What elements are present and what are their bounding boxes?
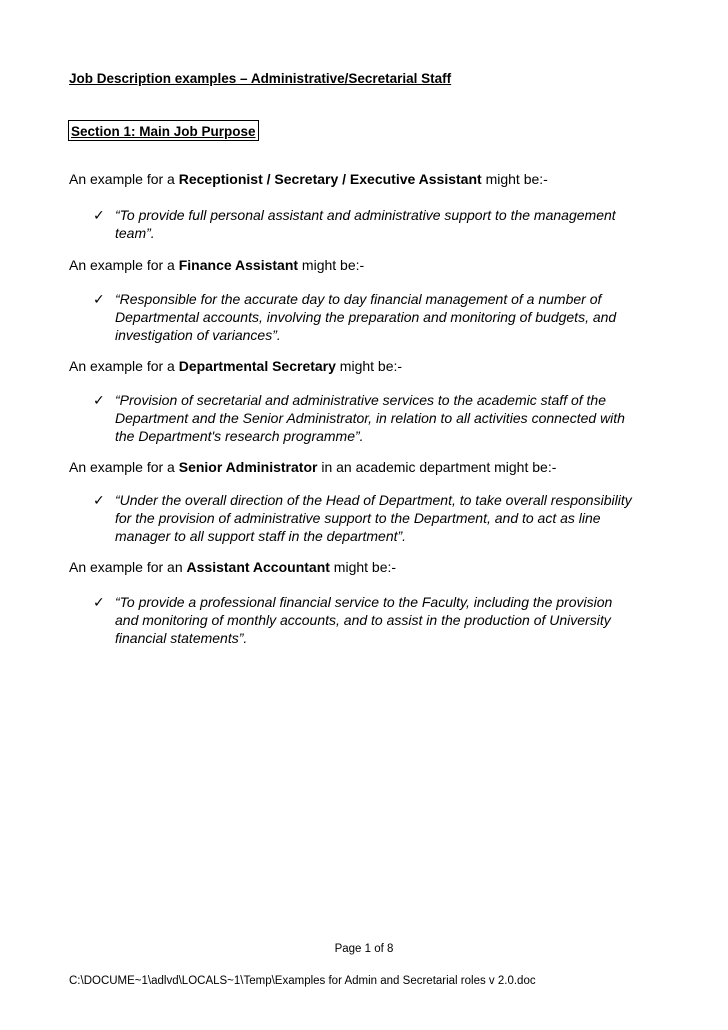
role-name: Senior Administrator (178, 459, 318, 475)
role-name: Receptionist (178, 171, 263, 187)
quote-line: “Under the overall direction of the Head of Department, to take overall responsibility (115, 492, 632, 508)
example-quote (115, 206, 675, 242)
quote-line: “Provision of secretarial and administrative services to the academic staff of the (115, 392, 606, 408)
page-number: Page 1 of 8 (334, 943, 394, 955)
intro-prefix: An example for an (69, 559, 187, 575)
example-quote (115, 290, 675, 344)
role-separator: / (338, 171, 350, 187)
quote-line: the Department's research programme”. (115, 428, 364, 444)
example-intro (69, 170, 548, 188)
quote-line: “To provide full personal assistant and administrative support to the management (115, 207, 616, 223)
example-quote (115, 391, 675, 445)
intro-prefix: An example for a (69, 257, 179, 273)
quote-line: “To provide a professional financial service to the Faculty, including the provision (115, 594, 613, 610)
quote-line: Departmental accounts, involving the preparation and monitoring of budgets, and (115, 309, 617, 325)
checkmark-icon: ✓ (93, 207, 105, 223)
example-intro (69, 458, 556, 476)
example-quote (115, 593, 675, 647)
checkmark-icon: ✓ (93, 392, 105, 408)
role-name: Finance Assistant (178, 257, 299, 273)
intro-prefix: An example for a (69, 358, 179, 374)
quote-line: for the provision of administrative support to the Department, and to act as line (115, 510, 601, 526)
example-intro (69, 357, 402, 375)
quote-line: Department and the Senior Administrator, in relation to all activities connected with (115, 410, 625, 426)
section-heading: Section 1: Main Job Purpose (68, 120, 259, 141)
example-intro (69, 256, 364, 274)
role-name: Secretary (274, 171, 339, 187)
role-name: Departmental Secretary (178, 358, 336, 374)
role-separator: / (262, 171, 275, 187)
example-quote (115, 491, 675, 545)
quote-line: and monitoring of monthly accounts, and to assist in the production of University (115, 612, 611, 628)
role-name: Assistant Accountant (186, 559, 330, 575)
checkmark-icon: ✓ (93, 594, 105, 610)
intro-prefix: An example for a (69, 171, 179, 187)
file-path: C:\DOCUME~1\adlvd\LOCALS~1\Temp\Examples for Admin and Secretarial roles v 2.0.doc (69, 975, 536, 987)
intro-suffix: might be:- (481, 171, 548, 187)
quote-line: manager to all support staff in the department”. (115, 528, 407, 544)
checkmark-icon: ✓ (93, 492, 105, 508)
intro-suffix: might be:- (335, 358, 403, 374)
intro-suffix: might be:- (298, 257, 365, 273)
quote-line: financial statements”. (115, 630, 248, 646)
intro-prefix: An example for a (69, 459, 179, 475)
intro-suffix: in an academic department might be:- (317, 459, 557, 475)
example-intro (69, 558, 396, 576)
quote-line: team”. (115, 225, 155, 241)
quote-line: “Responsible for the accurate day to day financial management of a number of (115, 291, 602, 307)
document-title: Job Description examples – Administrative/Secretarial Staff (69, 71, 452, 86)
intro-suffix: might be:- (329, 559, 397, 575)
role-name: Executive Assistant (349, 171, 482, 187)
quote-line: investigation of variances”. (115, 327, 281, 343)
checkmark-icon: ✓ (93, 291, 105, 307)
